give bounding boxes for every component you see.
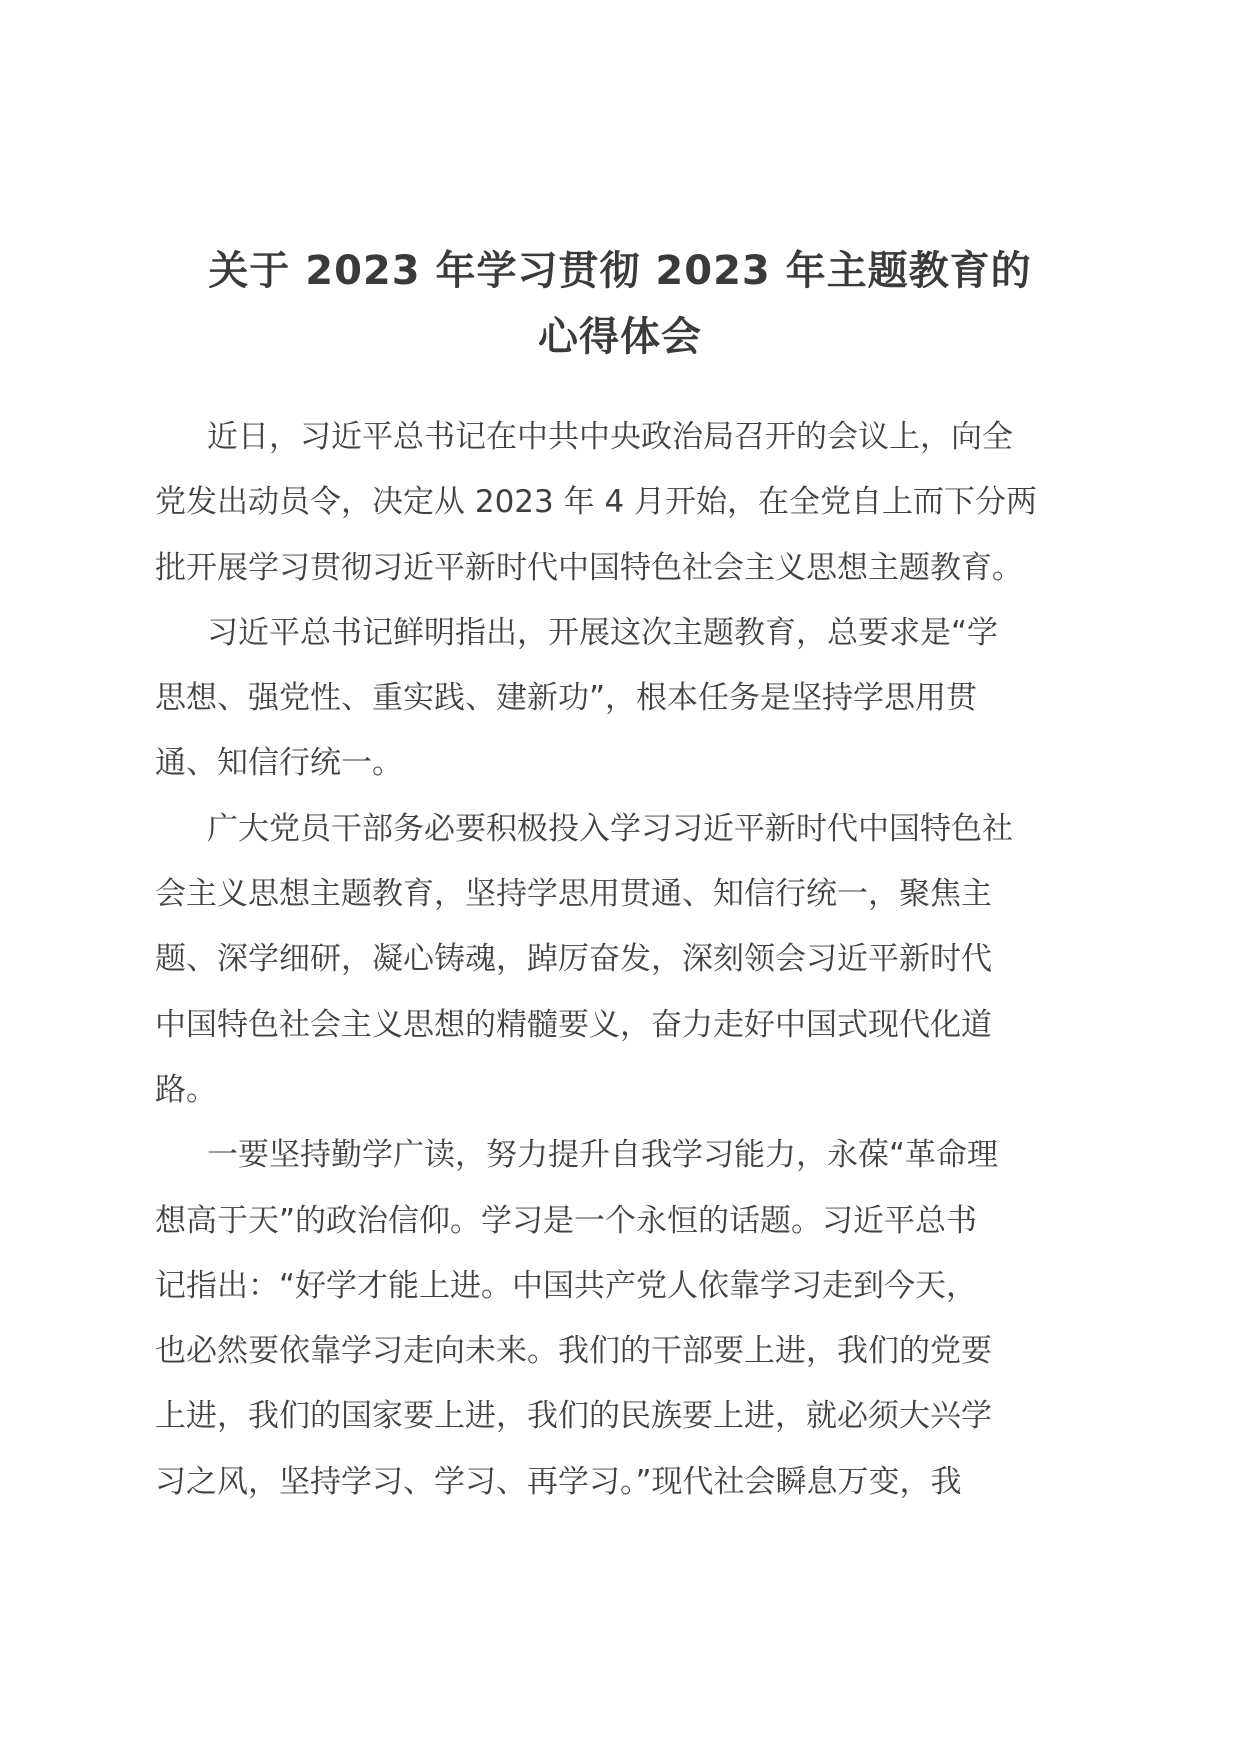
document-body <box>155 405 1095 1515</box>
title-line: 心得体会 <box>538 314 702 360</box>
paragraph-line: 想高于天”的政治信仰。学习是一个永恒的话题。习近平总书 <box>155 1202 978 1239</box>
paragraph-line: 广大党员干部务必要积极投入学习习近平新时代中国特色社 <box>207 810 1013 847</box>
paragraph-2 <box>155 601 1095 797</box>
paragraph-line: 会主义思想主题教育，坚持学思用贯通、知信行统一，聚焦主 <box>155 876 992 913</box>
paragraph-line: 中国特色社会主义思想的精髓要义，奋力走好中国式现代化道 <box>155 1006 992 1043</box>
paragraph-line: 路。 <box>155 1071 217 1108</box>
paragraph-line: 也必然要依靠学习走向未来。我们的干部要上进，我们的党要 <box>155 1333 992 1370</box>
paragraph-line: 习近平总书记鲜明指出，开展这次主题教育，总要求是“学 <box>207 614 999 651</box>
paragraph-line: 记指出：“好学才能上进。中国共产党人依靠学习走到今天， <box>155 1267 978 1304</box>
paragraph-line: 通、知信行统一。 <box>155 745 403 782</box>
paragraph-line: 上进，我们的国家要上进，我们的民族要上进，就必须大兴学 <box>155 1398 992 1435</box>
title-line: 关于 2023 年学习贯彻 2023 年主题教育的 <box>208 248 1032 294</box>
paragraph-line: 党发出动员令，决定从 2023 年 4 月开始，在全党自上而下分两 <box>155 484 1038 521</box>
paragraph-line: 题、深学细研，凝心铸魂，踔厉奋发，深刻领会习近平新时代 <box>155 941 992 978</box>
paragraph-4 <box>155 1123 1095 1515</box>
paragraph-line: 一要坚持勤学广读，努力提升自我学习能力，永葆“革命理 <box>207 1137 999 1174</box>
paragraph-line: 思想、强党性、重实践、建新功”，根本任务是坚持学思用贯 <box>155 680 978 717</box>
paragraph-line: 习之风，坚持学习、学习、再学习。”现代社会瞬息万变，我 <box>155 1463 962 1500</box>
document-title <box>150 238 1090 370</box>
paragraph-line: 批开展学习贯彻习近平新时代中国特色社会主义思想主题教育。 <box>155 549 1023 586</box>
paragraph-1 <box>155 405 1095 601</box>
paragraph-line: 近日，习近平总书记在中共中央政治局召开的会议上，向全 <box>207 419 1013 455</box>
paragraph-3 <box>155 797 1095 1123</box>
